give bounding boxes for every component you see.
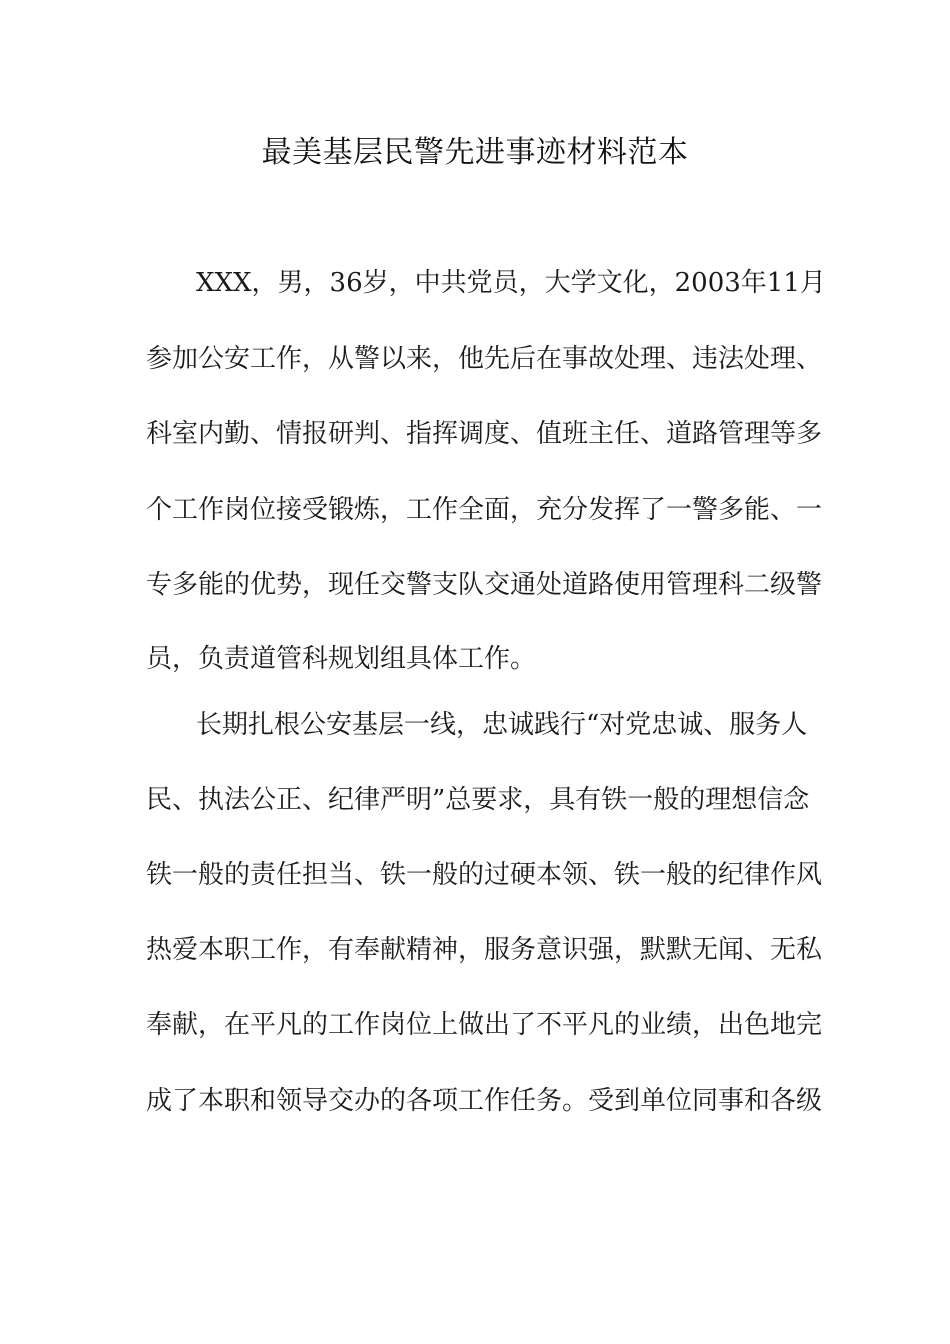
- paragraph-line: 参加公安工作，从警以来，他先后在事故处理、违法处理、: [146, 344, 823, 374]
- paragraph-line: 民、执法公正、纪律严明”总要求，具有铁一般的理想信念: [146, 785, 810, 815]
- paragraph-line: 个工作岗位接受锻炼，工作全面，充分发挥了一警多能、一: [146, 495, 823, 525]
- paragraph-line: 科室内勤、情报研判、指挥调度、值班主任、道路管理等多: [146, 419, 823, 449]
- paragraph-line: 专多能的优势，现任交警支队交通处道路使用管理科二级警: [146, 570, 823, 600]
- paragraph-line: 员，负责道管科规划组具体工作。: [146, 644, 537, 674]
- paragraph-line: 长期扎根公安基层一线，忠诚践行“对党忠诚、服务人: [196, 710, 808, 740]
- paragraph-line: 奉献，在平凡的工作岗位上做出了不平凡的业绩，出色地完: [146, 1010, 823, 1040]
- paragraph-line: XXX，男，36岁，中共党员，大学文化，2003年11月: [196, 268, 826, 298]
- paragraph-line: 成了本职和领导交办的各项工作任务。受到单位同事和各级: [146, 1086, 823, 1116]
- paragraph-line: 铁一般的责任担当、铁一般的过硬本领、铁一般的纪律作风: [146, 860, 823, 890]
- paragraph-line: 热爱本职工作，有奉献精神，服务意识强，默默无闻、无私: [146, 935, 823, 965]
- document-title: 最美基层民警先进事迹材料范本: [261, 135, 689, 170]
